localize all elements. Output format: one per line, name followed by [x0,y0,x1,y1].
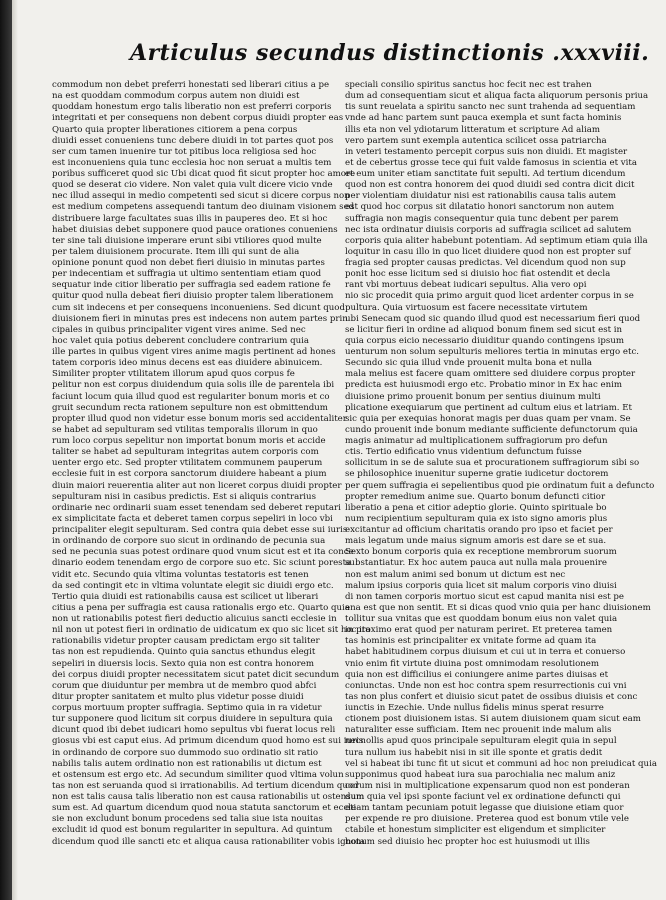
text-line: hoc valet quia potius deberent concludere contrarium quia [52,335,310,346]
text-line: di non tamen corporis mortuo sicut est capud manita nisi est pe [345,591,625,602]
text-line: diuin maiori reuerentia aliter aut non liceret corpus diuidi propter [52,480,342,491]
text-line: sie non excludunt bonum procedens sed talia siue ista nouitas [52,814,323,825]
text-line: per violentiam diuidatur nisi est rationabilis causa talis autem [345,191,617,202]
text-line: nil non ut potest fieri in ordinatio de uidicatum ex quo sic licet sit hoc ita [52,625,371,636]
text-line: pelitur non est corpus diuidendum quia solis ille de parentela ibi [52,380,335,391]
text-line: integritati et per consequens non debent corpus diuidi propter eas [52,113,344,124]
text-line: sequatur inde citior liberatio per suffragia sed eadem ratione fe [52,280,331,291]
text-line: distribuere large facultates suas illis in pauperes deo. Et si hoc [52,213,328,224]
text-line: principaliter elegit sepulturam. Sed contra quia debet esse sui iuris [52,525,348,535]
text-line: substantiatur. Ex hoc autem pauca aut nulla mala prouenire [345,558,607,569]
text-line: excitantur ad officium charitatis orando pro ipso et faciet per [345,525,613,535]
text-line: coniunctas. Unde non est hoc contra spem resurrectionis cui vni [345,680,627,691]
text-line: et eum uniter etiam sanctitate fuit sepulti. Ad tertium dicendum [345,169,626,179]
text-line: ser cum tamen inuenire tur tot pitibus loca religiosa sed hoc [52,146,317,157]
text-line: tas hominis est principaliter ex vnitate forme ad quam ita [345,636,597,647]
text-line: vnio enim fit virtute diuina post omnimodam resolutionem [345,658,600,669]
text-line: ex simplicitate facta et deberet tamen corpus sepeliri in loco vbi [52,513,333,524]
text-line: predicta est huiusmodi ergo etc. Probatio minor in Ex hac enim [345,380,623,391]
text-line: diuisione primo prouenit bonum per sentius diuinum multi [345,391,601,402]
text-line: fragia sed propter causas predictas. Vel dicendum quod non sup [345,258,626,268]
text-line: dicendum quod ille sancti etc et aliqua causa rationabiliter vobis ignota [52,836,365,847]
text-line: vel si habeat ibi tunc fit ut sicut et communi ad hoc non preiudicat quia [345,758,657,769]
text-line: commodum non debet preferri honestati sed liberari citius a pe [52,80,330,90]
text-line: iunctis in Ezechie. Unde nullus fidelis minus sperat resurre [345,703,604,713]
text-line: da sed contingit etc in vltima voluntate elegit sic diuidi ergo etc. [52,580,334,591]
text-line: quoddam honestum ergo talis liberatio non est preferri corporis [52,102,332,113]
text-line: est medium competens assequendi tantum deo diuinam visionem sed [52,202,355,213]
text-line: tas non plus confert et diuisio sicut patet de ossibus diuisis et conc [345,691,638,702]
text-line: dum quia vel ipsi sponte faciunt vel ex ordinatione defuncti qui [345,792,621,802]
text-line: non est talis causa talis liberatio non est causa rationabilis ut ostensum [52,792,365,802]
text-line: rationabilis videtur propter causam predictam ergo sit taliter [52,636,320,647]
text-line: Similiter propter vtilitatem illorum apud quos corpus fe [52,369,295,380]
text-line: rant vbi mortuus debeat iudicari sepultus. Alia vero opi [345,280,587,291]
text-line: non est malum animi sed bonum ut dictum est nec [345,569,566,580]
text-line: in ordinando de corpore suo sicut in ordinando de pecunia sua [52,536,326,547]
text-line: in veteri testamento percepit corpus suis non diuidi. Et magister [345,146,628,157]
text-line: mala melius est facere quam omittere sed diuidere corpus propter [345,369,636,380]
text-line: ille partes in quibus vigent vires anime magis pertinent ad hones [52,347,336,357]
text-line: bonum sed diuisio hec propter hoc est huiusmodi ut illis [345,836,590,847]
text-line: corum que diuiduntur per membra ut de membro quod abfci [52,680,317,691]
text-line: vidit etc. Secundo quia vltima voluntas testatoris est tenen [52,569,309,580]
text-line: sic quia per exequias honorat magis per duas quam per vnam. Se [345,413,631,424]
right-text-column [345,80,657,890]
text-line: propter remedium anime sue. Quarto bonum defuncti citior [345,491,606,502]
text-line: quia corpus eicio necessario diuiditur quando contingens ipsum [345,335,625,346]
text-line: tas non est repudienda. Quinto quia sanctus ethundus elegit [52,647,316,658]
text-line: naturaliter esse sufficiam. Item nec prouenit inde malum alis [345,725,612,736]
text-line: malum ipsius corporis quia licet sit malum corporis vino diuisi [345,580,617,591]
text-line: diuidi esset conueniens tunc debere diuidi in tot partes quot pos [52,135,334,146]
text-line: plicatione exequiarum que pertinent ad cultum eius et latriam. Et [345,402,632,413]
text-line: se philosophice inuenitur superne gratie iudicetur doctorem [345,469,609,480]
text-line: per talem diuisionem procurate. Item illi qui sunt de alia [52,246,300,257]
text-line: ordinarie nec ordinarii suam esset tenendam sed deberet reputari [52,502,341,513]
text-line: cum sit indecens et per consequens inconueniens. Sed dicunt quod [52,302,345,313]
text-line: Tertio quia diuidi est rationabilis causa est scilicet ut liberari [52,591,319,602]
text-line: sepeliri in diuersis locis. Sexto quia non est contra honorem [52,658,314,669]
text-line: quod non est contra honorem dei quod diuidi sed contra dicit dicit [345,180,635,191]
text-line: dum ad consequentiam sicut et aliqua facta aliquorum personis priua [345,91,649,102]
text-line: diuisionem fieri in minutas pres est indecens non autem partes prin [52,313,348,324]
text-line: quod se deserat cio videre. Non valet quia vult dicere vicio vnde [52,180,333,191]
text-line: excludit id quod est bonum regulariter in sepultura. Ad quintum [52,825,333,836]
text-line: rum loco corpus sepelitur non importat bonum moris et accide [52,436,326,446]
text-line: ecclesie fuit in est corpora sanctorum diuidere habeant a pium [52,469,327,480]
text-line: opinione ponunt quod non debet fieri diuisio in minutas partes [52,258,325,268]
text-line: poribus sufficeret quod sic Ubi dicat quod fit sicut propter hoc amore [52,169,356,179]
text-line: corpus mortuum propter suffragia. Septimo quia in ra videtur [52,703,322,713]
text-line: corporis quia aliter habebunt potentiam. Ad septimum etiam quia illa [345,235,648,246]
text-line: propter illud quod non videtur esse bonum moris sed accidentaliter [52,413,347,424]
text-line: et de cebertus grosse tece qui fuit valde famosus in scientia et vita [345,157,637,168]
text-line: Quarto quia propter liberationes citiorem a pena corpus [52,124,298,135]
text-line: dinario eodem tenendam ergo de corpore suo etc. Sic sciunt poresta [52,558,352,569]
text-line: illis eta non vel ydiotarum litteratum et scripture Ad aliam [345,124,600,135]
text-line: supponimus quod habeat iura sua parochialia nec malum aniz [345,769,616,780]
text-line: gruit secundum recta rationem sepulture non est obmittendum [52,402,328,413]
scan-left-shadow [0,0,12,900]
text-line: ponit hoc esse licitum sed si diuisio hoc fiat ostendit et decla [345,269,611,280]
text-line: loquitur in casu illo in quo licet diuidere quod non est propter suf [345,246,631,257]
text-line: suffragia non magis consequentur quia tunc debent per parem [345,213,619,224]
text-line: dicunt quod ibi debet iudicari homo sepultus vbi fuerat locus reli [52,725,336,736]
text-line: se licitur fieri in ordine ad aliquod bonum finem sed sicut est in [345,324,623,335]
text-line: cipales in quibus principaliter vigent vires anime. Sed nec [52,324,306,335]
text-line: taliter se habet ad sepulturam integritas autem corporis com [52,447,319,458]
text-line: liberatio a pena et citior adeptio glorie. Quinto spirituale bo [345,502,607,513]
text-line: vnde ad hanc partem sunt pauca exempla et sunt facta hominis [345,113,622,124]
text-line: faciunt locum quia illud quod est regulariter bonum moris et co [52,391,330,402]
text-line: habet diuisias debet supponere quod pauce orationes conueniens [52,224,338,235]
text-line: etiam tantam pecuniam potuit legasse que diuisione etiam quor [345,803,624,814]
text-line: tollitur sua vnitas que est quoddam bonum eius non valet quia [345,614,618,624]
text-line: citius a pena per suffragia est causa rationalis ergo etc. Quarto quia [52,602,350,613]
text-line: nec ista ordinatur diuisis corporis ad suffragia scilicet ad salutem [345,224,632,235]
text-line: nec illud assequi in medio competenti sed sicut si dicere corpus non [52,191,350,202]
text-line: tatem corporis ideo minus decens est eas diuidere abinuicem. [52,358,323,369]
text-line: quia non est difficilius ei coniungere anime partes diuisas et [345,669,609,680]
text-line: num recipientium sepulturam quia ex isto signo amoris plus [345,513,608,524]
text-line: ctis. Tertio edificatio vnus videntium defunctum fuisse [345,447,582,458]
text-line: tura nullum ius habebit nisi in sit ille sponte et gratis dedit [345,747,603,758]
text-line: est quod hoc corpus sit dilatatio honori sanctorum non autem [345,202,615,213]
text-line: quitur quod nulla debeat fieri diuisio propter talem liberationem [52,291,334,302]
text-line: per indecentiam et suffragia ut ultimo sententiam etiam quod [52,269,322,280]
text-line: dei corpus diuidi propter necessitatem sicut patet dicit secundum [52,669,340,680]
text-line: tas non est seruanda quod si irrationabilis. Ad tertium dicendum quod [52,780,359,791]
text-line: Sexto bonum corporis quia ex receptione membrorum suorum [345,547,617,558]
left-text-column [52,80,371,890]
text-line: habet habitudinem corpus diuisum et cui ut in terra et conuerso [345,647,626,658]
text-line: sed ne pecunia suas potest ordinare quod vnum sicut est et ita conce [52,547,354,558]
text-line: corum nisi in multiplicatione expensarum quod non est ponderan [345,780,630,791]
text-line: est inconueniens quia tunc ecclesia hoc non seruat a multis tem [52,157,332,168]
text-line: ubi Senecam quod sic quando illud quod est necessarium fieri quod [345,313,641,324]
text-line: giosus vbi est caput eius. Ad primum dicendum quod homo est sui iuris [52,736,364,747]
text-line: uenturum non solum sepulturis meliores tertia in minutas ergo etc. [345,347,639,357]
text-line: sepulturam nisi in casibus predictis. Est si aliquis contrarius [52,491,316,502]
text-line: in proximo erat quod per naturam periret. Et preterea tamen [345,625,613,636]
page-heading: Articulus secundus distinctionis .xxxviii. [130,40,650,66]
text-line: sollicitum in se de salute sua et procurationem suffragiorum sibi so [345,458,640,469]
text-line: ter sine tali diuisione imperare erunt sibi vtiliores quod multe [52,235,322,246]
text-line: tis sunt reuelata a spiritu sancto nec sunt trahenda ad sequentiam [345,102,636,113]
text-line: per quem suffragia ei sepelientibus quod pie ordinatum fuit a defuncto [345,480,655,491]
text-line: et ostensum est ergo etc. Ad secundum similiter quod vltima volun [52,769,344,780]
text-line: magis animatur ad multiplicationem suffragiorum pro defun [345,436,608,446]
text-line: per expende re pro diuisione. Preterea quod est bonum vtile vele [345,814,629,825]
text-line: cundo prouenit inde bonum mediante sufficiente defunctorum quia [345,424,638,435]
text-line: pultura. Quia virtuosum est facere necessitate virtutem [345,302,588,313]
text-line: nabilis talis autem ordinatio non est rationabilis ut dictum est [52,758,322,769]
text-line: non ut rationabilis potest fieri deductio alicuius sancti ecclesie in [52,614,337,624]
text-line: speciali consilio spiritus sanctus hoc fecit nec est trahen [345,80,592,90]
text-line: na est quoddam commodum corpus autem non diuidi est [52,91,300,102]
text-line: necnollis apud quos principale sepulturam elegit quia in sepul [345,736,617,747]
text-line: vero partem sunt exempla autentica scilicet ossa patriarcha [345,135,607,146]
text-line: ctionem post diuisionem istas. Si autem diuisionem quam sicut eam [345,714,641,725]
text-line: Secundo sic quia illud vnde prouenit multa bona et nulla [345,358,592,369]
text-line: sum est. Ad quartum dicendum quod noua statuta sanctorum et eccle [52,803,357,814]
text-line: se habet ad sepulturam sed vtilitas temporalis illorum in quo [52,424,318,435]
text-line: nio sic procedit quia primo arguit quod licet ardenter corpus in se [345,291,634,302]
text-line: in ordinando de corpore suo dummodo suo ordinatio sit ratio [52,747,319,758]
text-line: ditur propter sanitatem et multo plus videtur posse diuidi [52,691,304,702]
text-line: uenter ergo etc. Sed propter vtilitatem communem pauperum [52,458,323,469]
text-line: tur supponere quod licitum sit corpus diuidere in sepultura quia [52,714,333,725]
text-line: ena est que non sentit. Et si dicas quod vnio quia per hanc diuisionem [345,602,651,613]
text-line: mais legatum unde maius signum amoris est dare se et sua. [345,536,607,547]
text-line: ctabile et honestum simpliciter est eligendum et simpliciter [345,825,606,836]
binding-edge [12,0,18,900]
